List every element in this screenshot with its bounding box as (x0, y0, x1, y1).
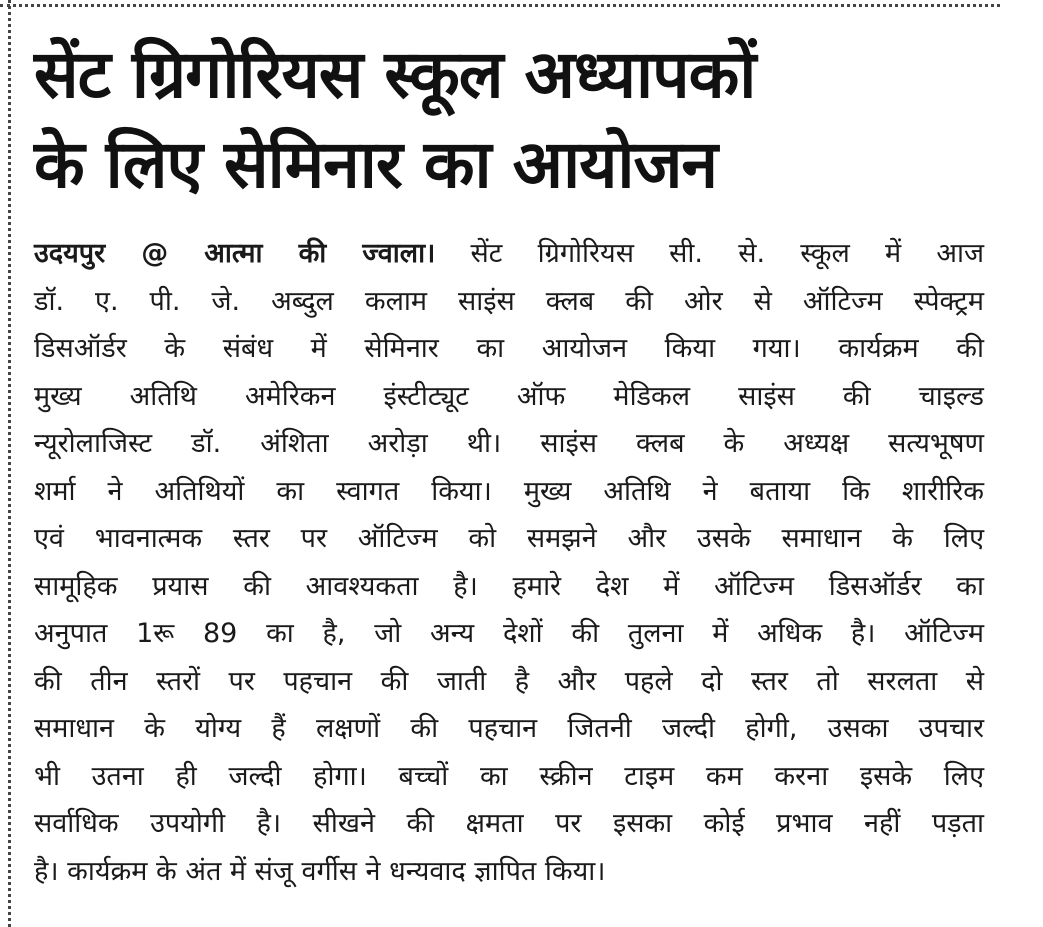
body-line-last: है। कार्यक्रम के अंत में संजू वर्गीस ने धन्यवाद ज्ञापित किया। (34, 855, 606, 887)
body-line: न्यूरोलाजिस्ट डॉ. अंशिता अरोड़ा थी। साइंस क्लब के अध्यक्ष सत्यभूषण (34, 428, 984, 459)
body-line: डॉ. ए. पी. जे. अब्दुल कलाम साइंस क्लब की ओर से ऑटिज्म स्पेक्ट्रम (34, 285, 984, 317)
body-line: डिसऑर्डर के संबंध में सेमिनार का आयोजन किया गया। कार्यक्रम की (34, 333, 984, 364)
body-line: की तीन स्तरों पर पहचान की जाती है और पहले दो स्तर तो सरलता से (34, 665, 984, 697)
body-line-text: सेंट ग्रिगोरियस सी. से. स्कूल में आज (435, 238, 985, 269)
body-line (34, 230, 984, 278)
body-line: अनुपात 1रू 89 का है, जो अन्य देशों की तुलना में अधिक है। ऑटिज्म (34, 618, 984, 649)
body-line: शर्मा ने अतिथियों का स्वागत किया। मुख्य अतिथि ने बताया कि शारीरिक (34, 475, 984, 507)
body-line: मुख्य अतिथि अमेरिकन इंस्टीट्यूट ऑफ मेडिकल साइंस की चाइल्ड (34, 380, 984, 412)
headline-line-2: के लिए सेमिनार का आयोजन (34, 126, 718, 203)
body-line: समाधान के योग्य हैं लक्षणों की पहचान जितनी जल्दी होगी, उसका उपचार (34, 713, 984, 744)
headline-line-1: सेंट ग्रिगोरियस स्कूल अध्यापकों (34, 36, 756, 113)
body-line: सर्वाधिक उपयोगी है। सीखने की क्षमता पर इसका कोई प्रभाव नहीं पड़ता (34, 808, 984, 839)
body-line: सामूहिक प्रयास की आवश्यकता है। हमारे देश में ऑटिज्म डिसऑर्डर का (34, 570, 984, 602)
headline (34, 30, 1024, 210)
dotted-border-left (8, 0, 11, 927)
body-line: एवं भावनात्मक स्तर पर ऑटिज्म को समझने और उसके समाधान के लिए (34, 523, 984, 554)
body-line: भी उतना ही जल्दी होगा। बच्चों का स्क्रीन टाइम कम करना इसके लिए (34, 760, 984, 792)
dotted-border-top (0, 4, 1000, 7)
dateline: उदयपुर @ आत्मा की ज्वाला। (34, 238, 436, 269)
article-body (34, 230, 984, 895)
